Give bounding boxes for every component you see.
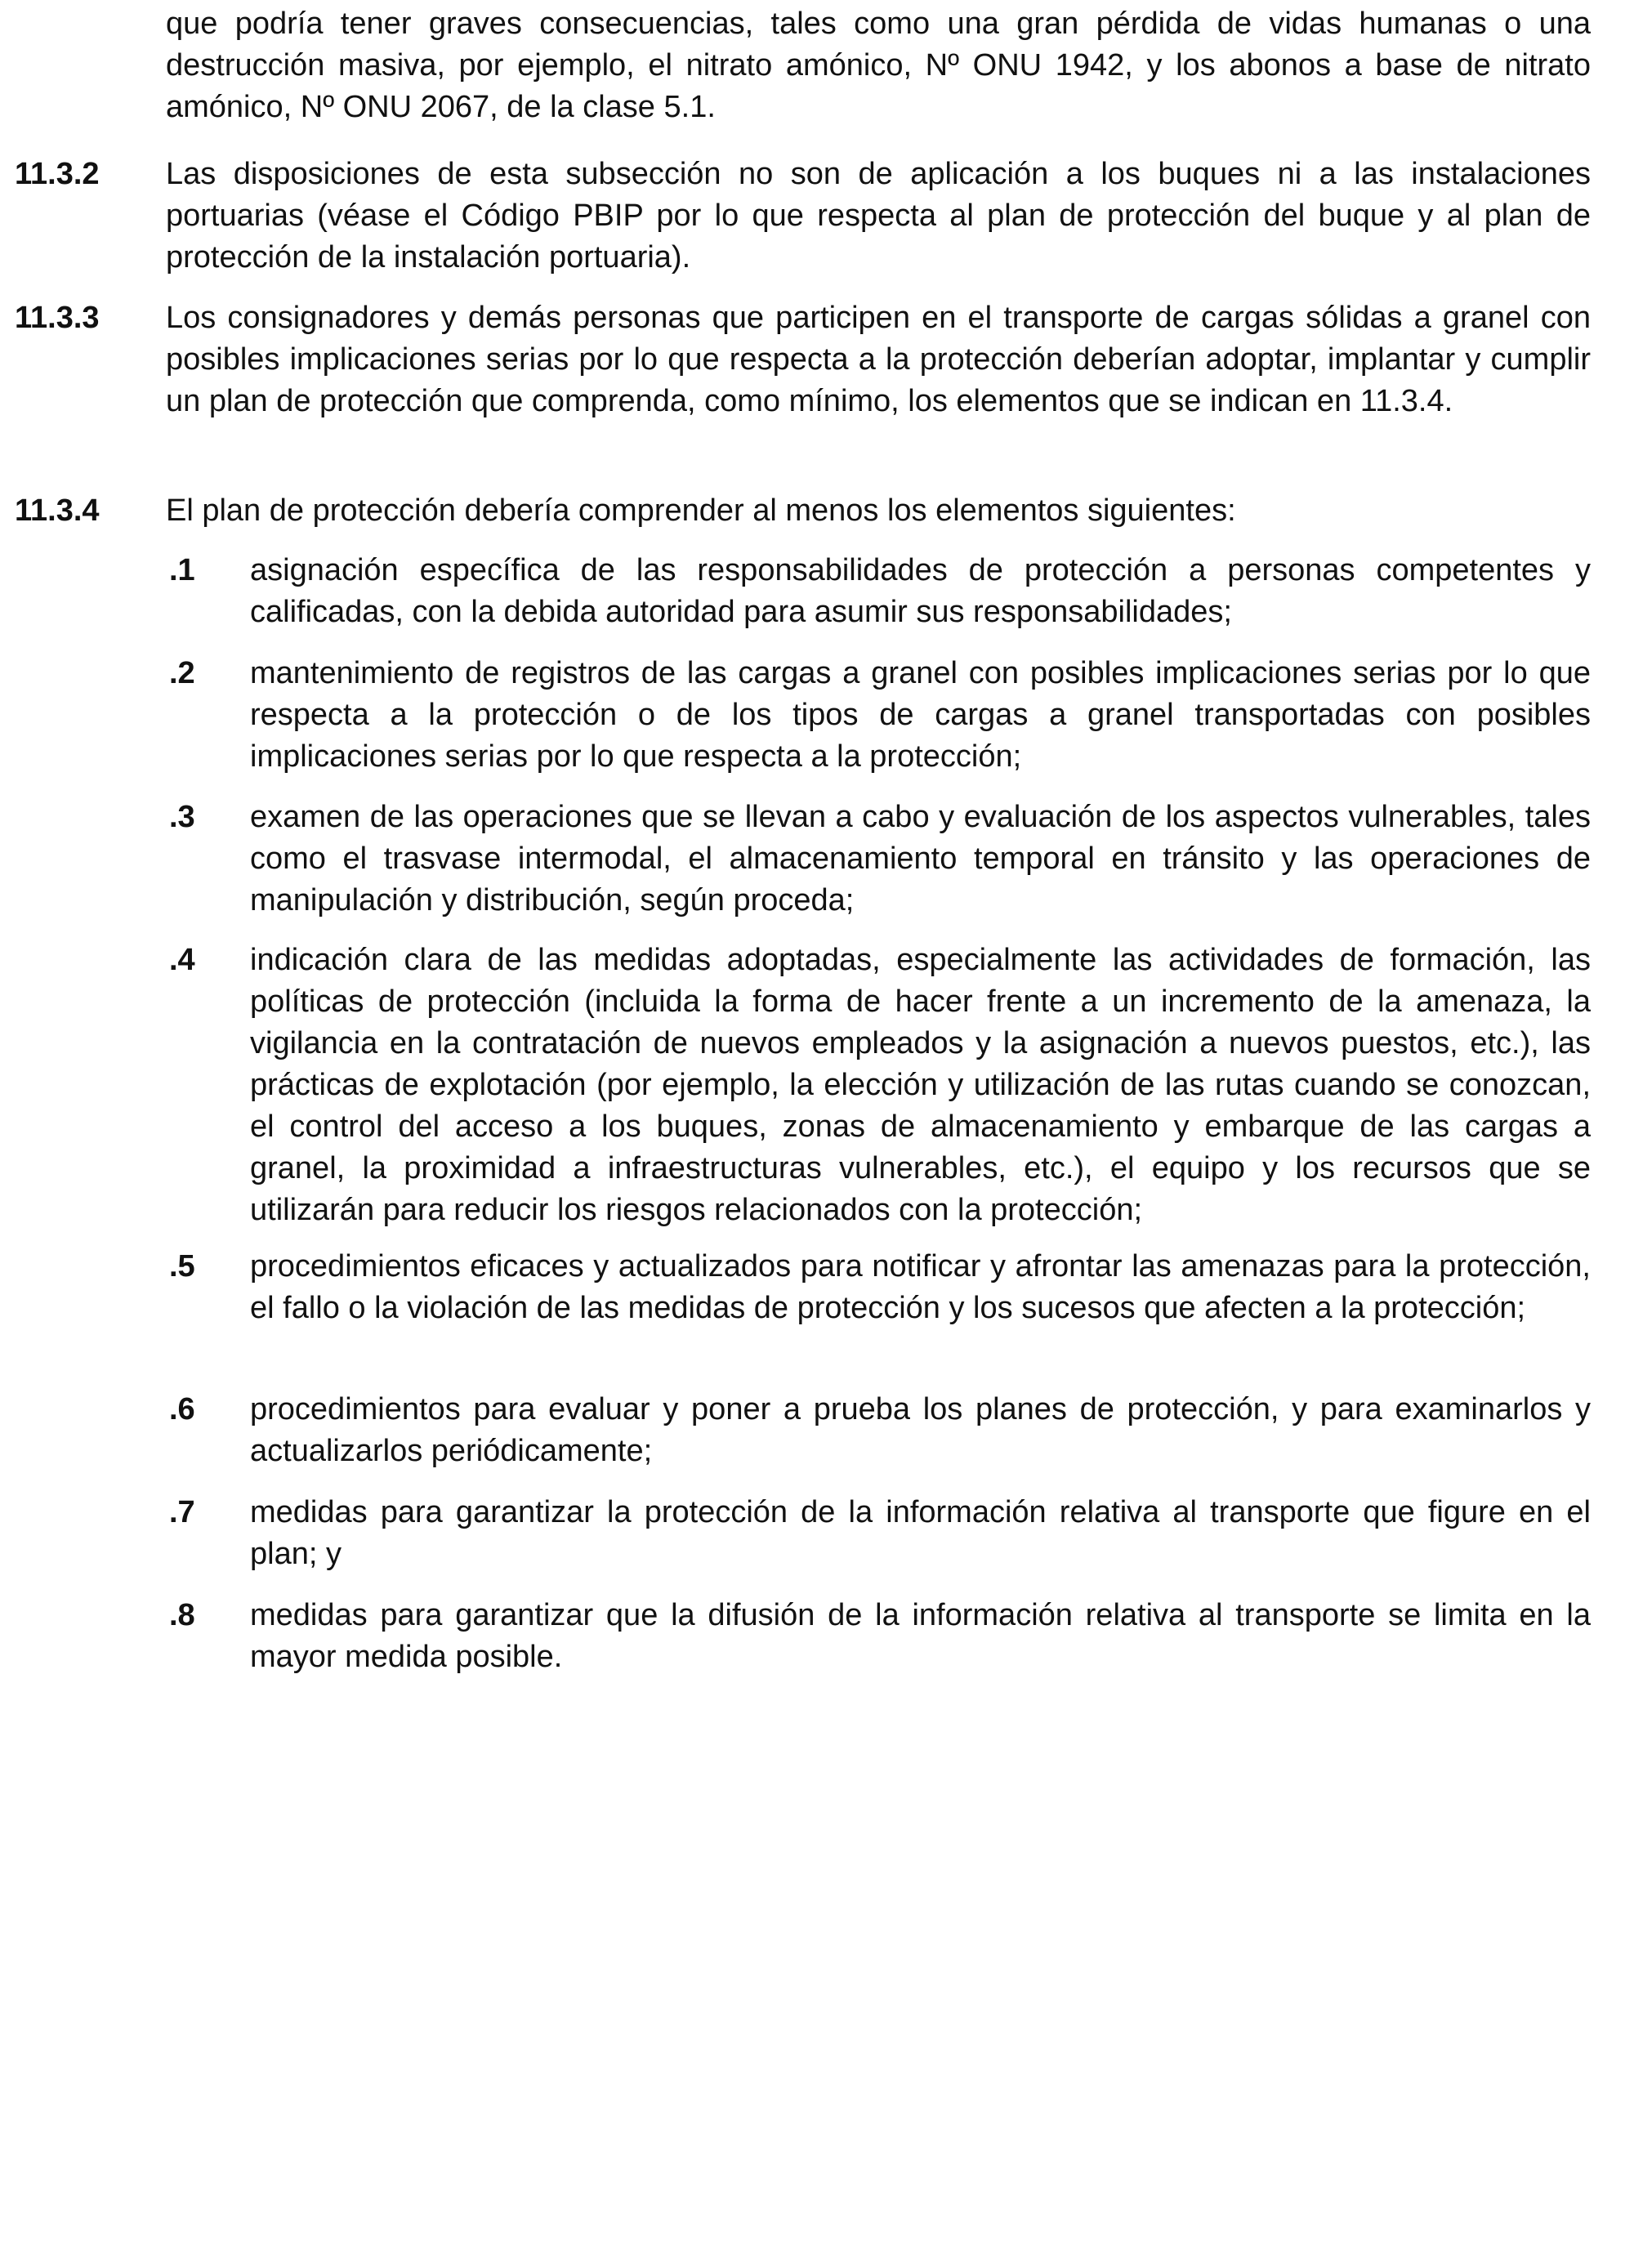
list-item-text-4: indicación clara de las medidas adoptadas, especialmente las actividades de formación, las políticas de protección (incluida la forma de hacer frente a un incremento de la amenaza, la vigilancia en la contratación de nuevos empleados y la asignación a nuevos puestos, etc.), las prácticas de explotación (por ejemplo, la elección y utilización de las rutas cuando se conozcan, el control del acceso a los buques, zonas de almacenamiento y embarque de las cargas a granel, la proximidad a infraestructuras vulnerables, etc.), el equipo y los recursos que se utilizarán para reducir los riesgos relacionados con la protección; — [250, 943, 1591, 1227]
paragraph-number-11-3-4: 11.3.4 — [15, 493, 100, 528]
paragraph-text-11-3-4: El plan de protección debería comprender al menos los elementos siguientes: — [166, 493, 1236, 528]
list-item-number-7: .7 — [169, 1495, 195, 1529]
paragraph-number-11-3-3: 11.3.3 — [15, 301, 100, 335]
list-item-text-6: procedimientos para evaluar y poner a prueba los planes de protección, y para examinarlos y actualizarlos periódicamente; — [250, 1392, 1591, 1468]
list-item-text-3: examen de las operaciones que se llevan a cabo y evaluación de los aspectos vulnerables, tales como el trasvase intermodal, el almacenamiento temporal en tránsito y las operaciones de manipulación y distribución, según proceda; — [250, 800, 1591, 917]
list-item-number-6: .6 — [169, 1392, 195, 1426]
list-item-number-2: .2 — [169, 656, 195, 690]
list-item-text-7: medidas para garantizar la protección de la información relativa al transporte que figure en el plan; y — [250, 1495, 1591, 1571]
paragraph-text-11-3-2: Las disposiciones de esta subsección no son de aplicación a los buques ni a las instalaciones portuarias (véase el Código PBIP por lo que respecta al plan de protección del buque y al plan de protección de la instalación portuaria). — [166, 157, 1591, 275]
intro-paragraph: que podría tener graves consecuencias, tales como una gran pérdida de vidas humanas o una destrucción masiva, por ejemplo, el nitrato amónico, Nº ONU 1942, y los abonos a base de nitrato amónico, Nº ONU 2067, de la clase 5.1. — [166, 7, 1591, 124]
list-item-number-3: .3 — [169, 800, 195, 834]
list-item-number-8: .8 — [169, 1598, 195, 1632]
list-item-number-5: .5 — [169, 1249, 195, 1284]
list-item-text-5: procedimientos eficaces y actualizados para notificar y afrontar las amenazas para la protección, el fallo o la violación de las medidas de protección y los sucesos que afecten a la protección; — [250, 1249, 1591, 1325]
paragraph-text-11-3-3: Los consignadores y demás personas que participen en el transporte de cargas sólidas a granel con posibles implicaciones serias por lo que respecta a la protección deberían adoptar, implantar y cumplir un plan de protección que comprenda, como mínimo, los elementos que se indican en 11.3.4. — [166, 301, 1591, 418]
list-item-text-1: asignación específica de las responsabilidades de protección a personas competentes y calificadas, con la debida autoridad para asumir sus responsabilidades; — [250, 553, 1591, 629]
list-item-number-1: .1 — [169, 553, 195, 587]
list-item-text-8: medidas para garantizar que la difusión de la información relativa al transporte se limita en la mayor medida posible. — [250, 1598, 1591, 1674]
list-item-number-4: .4 — [169, 943, 195, 977]
paragraph-number-11-3-2: 11.3.2 — [15, 157, 100, 191]
list-item-text-2: mantenimiento de registros de las cargas a granel con posibles implicaciones serias por lo que respecta a la protección o de los tipos de cargas a granel transportadas con posibles implicaciones serias por lo que respecta a la protección; — [250, 656, 1591, 774]
